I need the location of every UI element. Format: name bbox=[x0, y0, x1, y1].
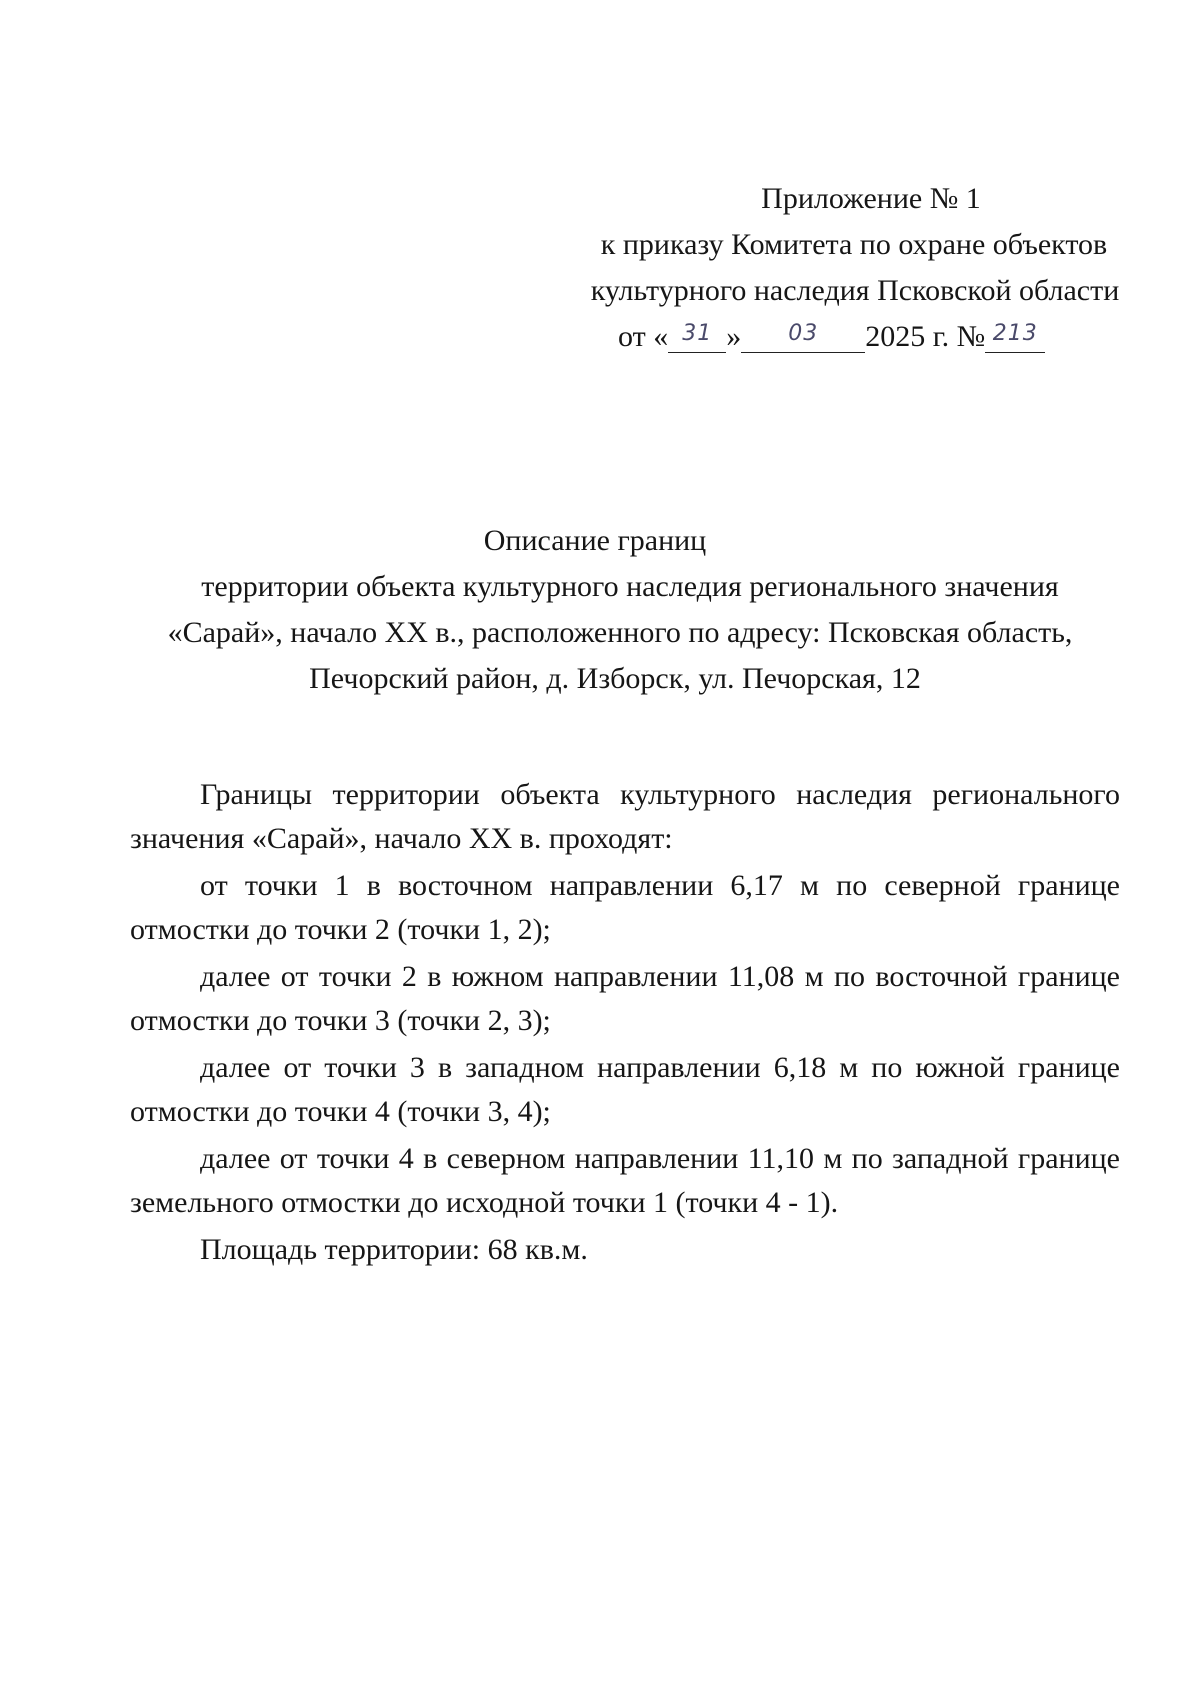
date-mid: » bbox=[726, 320, 742, 353]
number-handwritten: 213 bbox=[992, 321, 1038, 346]
paragraph-intro: Границы территории объекта культурного наследия регионального значения «Сарай», начало ХХ в. проходят: bbox=[130, 778, 1120, 855]
title-line-3: «Сарай», начало ХХ в., расположенного по адресу: Псковская область, bbox=[167, 616, 1073, 649]
annex-header bbox=[560, 176, 1120, 360]
annex-title: Приложение № 1 bbox=[761, 182, 981, 215]
month-handwritten: 03 bbox=[788, 321, 819, 346]
paragraph-area: Площадь территории: 68 кв.м. bbox=[200, 1233, 588, 1266]
title-line-4: Печорский район, д. Изборск, ул. Печорская, 12 bbox=[309, 662, 921, 695]
day-handwritten: 31 bbox=[682, 321, 713, 346]
year-number-label: 2025 г. № bbox=[865, 320, 986, 353]
paragraph-segment-4-1: далее от точки 4 в северном направлении 11,10 м по западной границе земельного отмостки до исходной точки 1 (точки 4 - 1). bbox=[130, 1142, 1120, 1219]
month-field bbox=[741, 322, 865, 353]
document-title bbox=[120, 518, 1120, 702]
annex-date-line bbox=[618, 314, 1178, 360]
title-line-1: Описание границ bbox=[483, 524, 707, 557]
number-field bbox=[985, 322, 1045, 353]
day-field bbox=[668, 322, 726, 353]
paragraph-segment-3-4: далее от точки 3 в западном направлении 6,18 м по южной границе отмостки до точки 4 (точки 3, 4); bbox=[130, 1051, 1120, 1128]
date-prefix: от « bbox=[618, 320, 669, 353]
title-line-2: территории объекта культурного наследия регионального значения bbox=[201, 570, 1059, 603]
annex-committee-line: культурного наследия Псковской области bbox=[590, 274, 1120, 307]
paragraph-segment-2-3: далее от точки 2 в южном направлении 11,08 м по восточной границе отмостки до точки 3 (точки 2, 3); bbox=[130, 960, 1120, 1037]
paragraph-segment-1-2: от точки 1 в восточном направлении 6,17 м по северной границе отмостки до точки 2 (точки 1, 2); bbox=[130, 869, 1120, 946]
document-body bbox=[130, 773, 1120, 1272]
annex-order-line: к приказу Комитета по охране объектов bbox=[600, 228, 1108, 261]
